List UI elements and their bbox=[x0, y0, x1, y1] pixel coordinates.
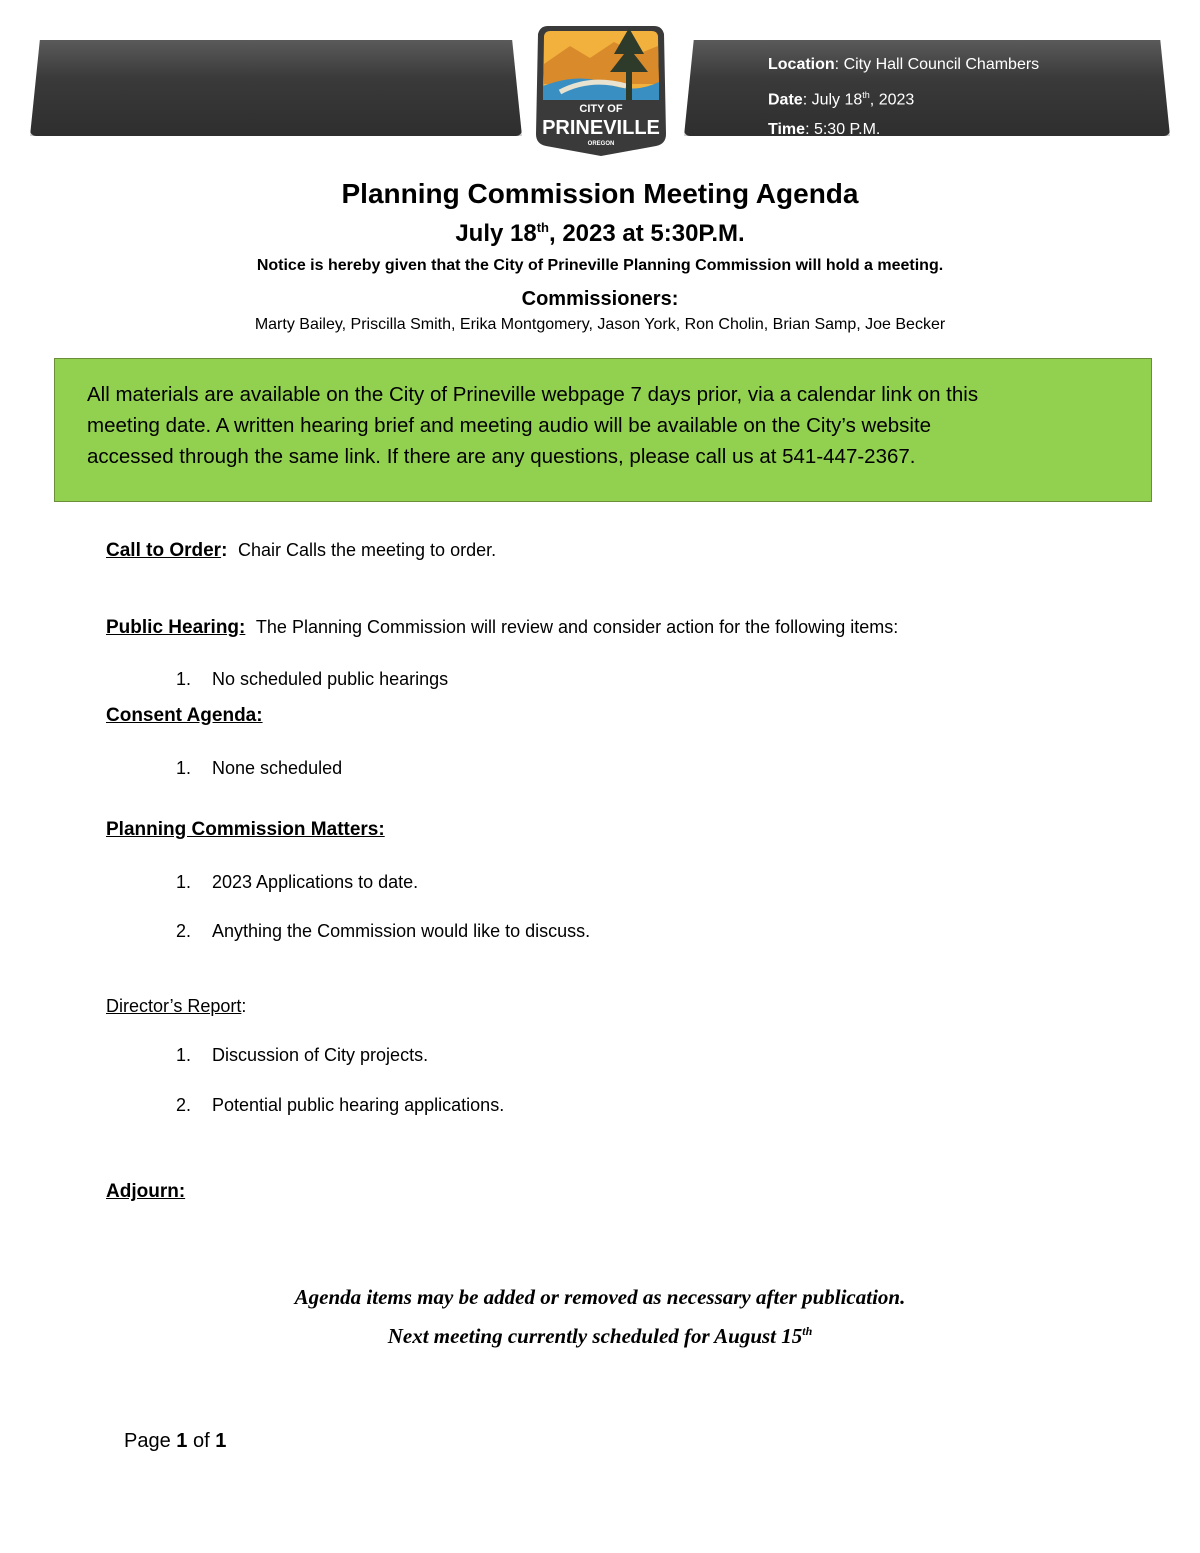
public-hearing-section bbox=[106, 617, 898, 639]
time-line: Time: 5:30 P.M. bbox=[768, 121, 881, 139]
adjourn-heading: Adjourn: bbox=[106, 1181, 186, 1202]
materials-info-box bbox=[54, 358, 1152, 502]
location-line: Location: City Hall Council Chambers bbox=[768, 56, 1040, 73]
logo-line2: PRINEVILLE bbox=[542, 117, 660, 139]
page-title: Planning Commission Meeting Agenda bbox=[341, 178, 859, 209]
info-line-2: meeting date. A written hearing brief and meeting audio will be available on the City’s website bbox=[87, 414, 932, 437]
consent-agenda-heading: Consent Agenda: bbox=[106, 705, 263, 726]
pc-matters-heading: Planning Commission Matters: bbox=[106, 819, 385, 840]
call-to-order-section: Call to Order: Chair Calls the meeting to order. bbox=[106, 540, 497, 561]
commissioners-heading: Commissioners: bbox=[521, 288, 679, 310]
logo-line1: CITY OF bbox=[579, 103, 623, 115]
next-meeting-note: Next meeting currently scheduled for August 15th bbox=[387, 1324, 813, 1348]
public-hearing-heading: Public Hearing: bbox=[106, 617, 246, 638]
list-item: 1. 2023 Applications to date. bbox=[176, 872, 419, 892]
info-line-3: accessed through the same link. If there are any questions, please call us at 541-447-2367. bbox=[87, 445, 916, 468]
adjourn-section bbox=[106, 1181, 185, 1203]
list-item: 1. Discussion of City projects. bbox=[176, 1045, 429, 1065]
list-item: 2. Potential public hearing applications. bbox=[176, 1095, 505, 1115]
city-logo bbox=[530, 24, 672, 158]
call-to-order-heading: Call to Order bbox=[106, 540, 222, 561]
public-hearing-text: The Planning Commission will review and consider action for the following items: bbox=[255, 617, 899, 637]
list-item: 1. None scheduled bbox=[176, 758, 343, 778]
page-number: Page 1 of 1 bbox=[124, 1430, 227, 1452]
directors-report-section: Director’s Report: bbox=[106, 996, 247, 1016]
header-banner-left bbox=[30, 40, 522, 136]
list-item: 1. No scheduled public hearings bbox=[176, 669, 449, 689]
publication-note: Agenda items may be added or removed as necessary after publication. bbox=[294, 1285, 906, 1309]
meeting-date-heading: July 18th, 2023 at 5:30P.M. bbox=[455, 220, 745, 247]
call-to-order-text: Chair Calls the meeting to order. bbox=[237, 540, 497, 560]
date-line: Date: July 18th, 2023 bbox=[768, 90, 915, 109]
directors-report-heading: Director’s Report bbox=[106, 996, 242, 1016]
meeting-notice: Notice is hereby given that the City of Prineville Planning Commission will hold a meeting. bbox=[256, 257, 944, 274]
pc-matters-section bbox=[106, 819, 385, 841]
list-item: 2. Anything the Commission would like to discuss. bbox=[176, 921, 591, 941]
logo-line3: OREGON bbox=[587, 141, 615, 147]
info-line-1: All materials are available on the City of Prineville webpage 7 days prior, via a calendar link on this bbox=[87, 383, 979, 406]
commissioners-names: Marty Bailey, Priscilla Smith, Erika Montgomery, Jason York, Ron Cholin, Brian Samp, Joe Becker bbox=[254, 316, 946, 333]
meeting-info bbox=[768, 50, 1039, 145]
consent-agenda-section bbox=[106, 705, 263, 727]
